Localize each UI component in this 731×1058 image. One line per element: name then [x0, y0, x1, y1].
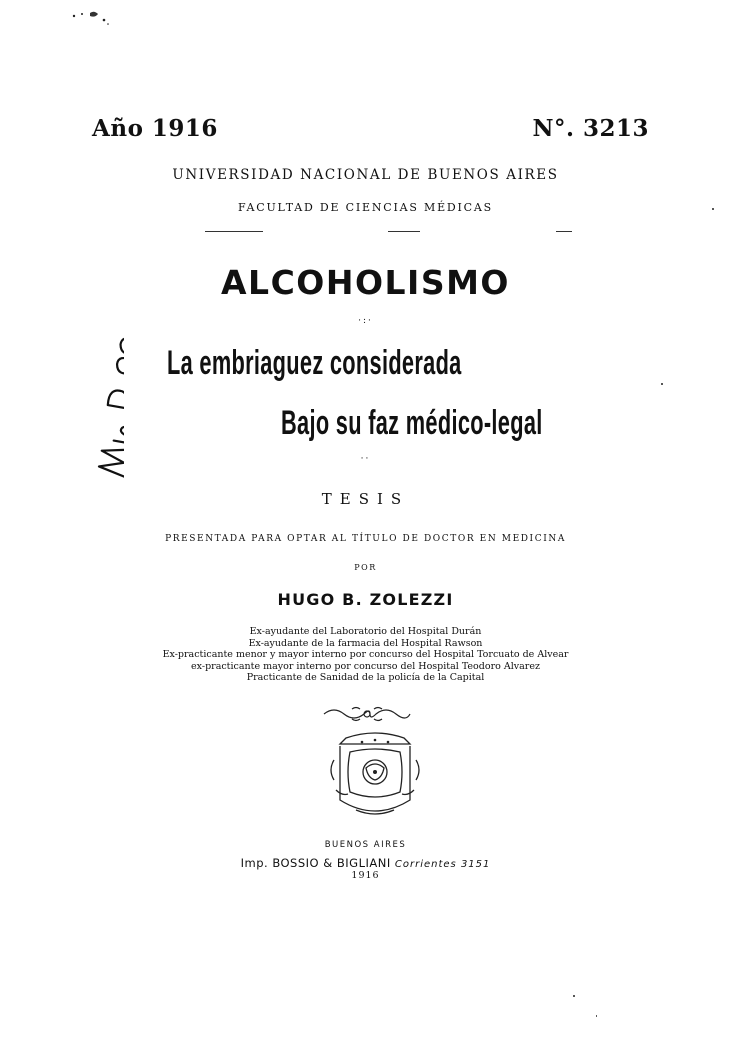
author-credentials — [0, 626, 731, 684]
presented-for-line: PRESENTADA PARA OPTAR AL TÍTULO DE DOCTOR EN MEDICINA — [165, 534, 566, 544]
imprint-printer-line — [0, 856, 731, 870]
credential-line: Ex-ayudante de la farmacia del Hospital Rawson — [248, 637, 483, 649]
credential-line: Practicante de Sanidad de la policía de la Capital — [246, 672, 485, 684]
small-ornament-2: ·· — [360, 454, 371, 464]
printer-address: Corrientes 3151 — [394, 859, 491, 870]
corner-ink-marks — [70, 8, 114, 28]
thesis-label: TESIS — [321, 490, 410, 508]
printer-seal-emblem — [326, 730, 424, 820]
decorative-flourish — [322, 704, 412, 724]
thesis-number: N°. 3213 — [532, 115, 649, 142]
main-title: ALCOHOLISMO — [221, 263, 510, 302]
credential-line: ex-practicante mayor interno por concurso del Hospital Teodoro Alvarez — [191, 660, 540, 672]
author-name: HUGO B. ZOLEZZI — [277, 590, 454, 609]
scan-speck — [573, 995, 575, 997]
divider-rule-right — [556, 231, 572, 232]
small-ornament: ·:· — [358, 316, 373, 326]
subtitle-line-1: La embriaguez considerada — [167, 344, 462, 382]
credential-line: Ex-practicante menor y mayor interno por concurso del Hospital Torcuato de Alvear — [162, 649, 569, 661]
credential-line: Ex-ayudante del Laboratorio del Hospital Durán — [249, 626, 482, 637]
imprint-city: BUENOS AIRES — [324, 840, 407, 850]
faculty-name: FACULTAD DE CIENCIAS MÉDICAS — [238, 201, 493, 214]
imprint-year: 1916 — [351, 870, 380, 881]
printer-prefix: Imp. — [240, 856, 269, 870]
university-name: UNIVERSIDAD NACIONAL DE BUENOS AIRES — [172, 167, 559, 183]
scan-speck — [661, 383, 663, 385]
scan-speck — [712, 208, 714, 210]
divider-rule-mid — [388, 231, 420, 232]
handwritten-shelfmark — [34, 210, 124, 480]
subtitle-line-2: Bajo su faz médico-legal — [281, 404, 543, 442]
scan-speck — [596, 1015, 597, 1017]
divider-rule-left — [205, 231, 263, 232]
printer-name: BOSSIO & BIGLIANI — [272, 856, 391, 870]
year-label: Año 1916 — [92, 115, 218, 142]
by-label: POR — [354, 563, 377, 572]
